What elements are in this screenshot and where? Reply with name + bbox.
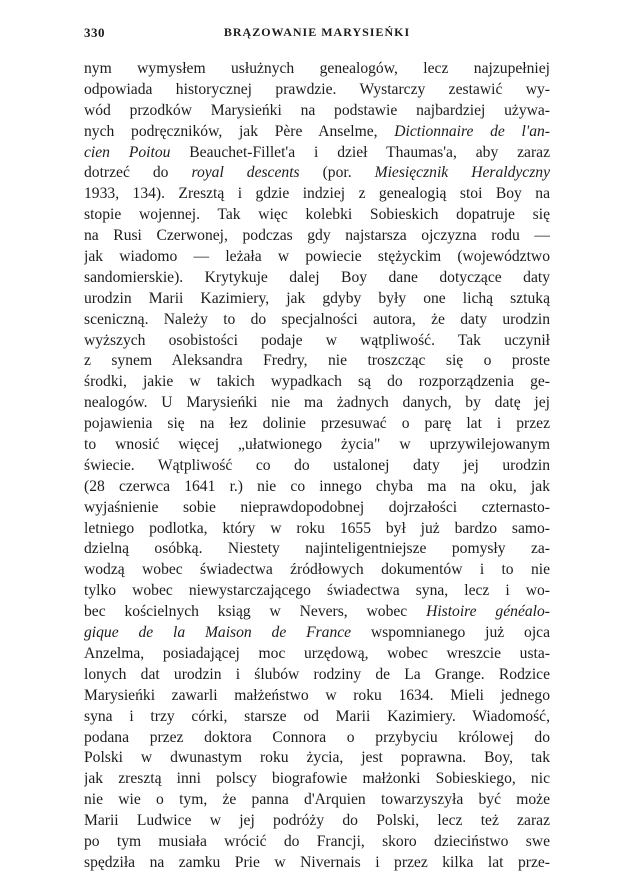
text-segment: wspomnianego już ojca	[351, 624, 550, 642]
text-segment: bec kościelnych ksiąg w Nevers, wobec	[84, 603, 427, 621]
text-line	[84, 59, 550, 80]
text-line	[84, 539, 550, 560]
text-line	[84, 790, 550, 811]
italic-text: cien Poitou	[84, 143, 171, 161]
text-segment: na Rusi Czerwonej, podczas gdy najstarsza ojczyzna rodu —	[84, 227, 550, 245]
text-line	[84, 101, 550, 122]
text-line	[84, 769, 550, 790]
body-text	[84, 59, 550, 874]
text-line	[84, 122, 550, 143]
text-segment: to wnosić więcej „ułatwionego życia" w uprzywilejowanym	[84, 436, 550, 454]
text-line	[84, 853, 550, 874]
text-line	[84, 351, 550, 372]
text-segment: nie wie o tym, że panna d'Arquien towarzyszyła być może	[84, 791, 550, 809]
text-segment: urodzin Marii Kazimiery, jak gdyby były one lichą sztuką	[84, 289, 550, 307]
text-segment: dzielną osóbką. Niestety najinteligentniejsze pomysły za-	[84, 540, 550, 558]
text-line	[84, 331, 550, 352]
text-segment: środki, jakie w takich wypadkach są do rozporządzenia ge-	[84, 373, 550, 391]
italic-text: royal descents	[191, 164, 300, 182]
text-segment: nealogów. U Marysieńki nie ma żadnych danych, by datę jej	[84, 394, 550, 412]
italic-text: Miesięcznik Heraldyczny	[374, 164, 550, 182]
italic-text: gique de la Maison de France	[84, 624, 352, 642]
text-line	[84, 811, 550, 832]
text-segment: nym wymysłem usłużnych genealogów, lecz najzupełniej	[84, 60, 550, 77]
text-line	[84, 686, 550, 707]
text-line	[84, 602, 550, 623]
text-line	[84, 247, 550, 268]
text-segment: wyższych osobistości podaje w wątpliwość. Tak uczynił	[84, 331, 550, 349]
text-segment: (28 czerwca 1641 r.) nie co innego chyba ma na oku, jak	[84, 477, 550, 495]
text-segment: spędziła na zamku Prie w Nivernais i przez kilka lat prze-	[84, 853, 550, 871]
text-segment: z synem Aleksandra Fredry, nie troszcząc się o proste	[84, 352, 550, 370]
text-segment: odpowiada historycznej prawdzie. Wystarczy zestawić wy-	[84, 80, 550, 98]
text-segment: syna i trzy córki, starsze od Marii Kazimiery. Wiadomość,	[84, 707, 550, 725]
running-head: BRĄZOWANIE MARYSIEŃKI	[223, 25, 411, 39]
page-number: 330	[84, 25, 105, 40]
text-segment: Anzelma, posiadającej moc urzędową, wobec wreszcie usta-	[84, 644, 550, 662]
text-line	[84, 498, 550, 519]
text-segment: sceniczną. Należy to do specjalności autora, że daty urodzin	[84, 310, 550, 328]
text-line	[84, 393, 550, 414]
text-segment: Beauchet-Fillet'a i dzieł Thaumas'a, aby zaraz	[170, 143, 550, 161]
text-segment: świecie. Wątpliwość co do ustalonej daty jej urodzin	[84, 456, 550, 474]
text-segment: pojawienia się na łez dolinie przesuwać o parę lat i przez	[84, 415, 550, 433]
text-segment: Polski w dwunastym roku życia, jest poprawna. Boy, tak	[84, 749, 550, 767]
text-segment: po tym musiała wrócić do Francji, skoro dzieciństwo swe	[84, 832, 550, 850]
text-line	[84, 560, 550, 581]
text-line	[84, 477, 550, 498]
text-line	[84, 519, 550, 540]
italic-text: Histoire généalo-	[426, 603, 550, 621]
text-line	[84, 80, 550, 101]
text-line	[84, 665, 550, 686]
text-line	[84, 435, 550, 456]
text-line	[84, 707, 550, 728]
text-line	[84, 456, 550, 477]
text-line	[84, 623, 550, 644]
text-segment: jak wiadomo — leżała w powiecie stężyckim (województwo	[84, 248, 550, 266]
text-segment: Marysieńki zawarli małżeństwo w roku 1634. Mieli jednego	[84, 686, 550, 704]
text-line	[84, 310, 550, 331]
text-line	[84, 748, 550, 769]
text-line	[84, 268, 550, 289]
text-segment: tylko wobec niewystarczającego świadectwa syna, lecz i wo-	[84, 582, 550, 600]
italic-text: Dictionnaire de l'an-	[394, 122, 550, 140]
text-segment: podana przez doktora Connora o przybyciu królowej do	[84, 728, 550, 746]
text-line	[84, 143, 550, 164]
text-segment: lonych dat urodzin i ślubów rodziny de La Grange. Rodzice	[84, 665, 550, 683]
text-line	[84, 581, 550, 602]
text-segment: nych podręczników, jak Père Anselme,	[84, 122, 395, 140]
text-segment: jak zresztą inni polscy biografowie małżonki Sobieskiego, nic	[84, 770, 550, 788]
text-segment: wyjaśnienie sobie nieprawdopodobnej dojrzałości czternasto-	[84, 498, 550, 516]
text-line	[84, 372, 550, 393]
text-segment: sandomierskie). Krytykuje dalej Boy dane dotyczące daty	[84, 268, 550, 286]
text-segment: wodzą wobec świadectwa źródłowych dokumentów i to nie	[84, 561, 550, 579]
text-line	[84, 184, 550, 205]
text-segment: 1933, 134). Zresztą i gdzie indziej z genealogią stoi Boy na	[84, 185, 550, 203]
text-segment: stopie wojennej. Tak więc kolebki Sobieskich dopatruje się	[84, 206, 550, 224]
page-header	[84, 25, 550, 45]
text-segment: wód przodków Marysieńki na podstawie najbardziej używa-	[84, 101, 550, 119]
text-segment: letniego podlotka, który w roku 1655 był już bardzo samo-	[84, 519, 550, 537]
text-line	[84, 163, 550, 184]
text-line	[84, 226, 550, 247]
text-line	[84, 832, 550, 853]
text-line	[84, 644, 550, 665]
text-line	[84, 289, 550, 310]
text-line	[84, 728, 550, 749]
text-segment: (por.	[299, 164, 375, 182]
text-line	[84, 414, 550, 435]
text-line	[84, 205, 550, 226]
text-segment: Marii Ludwice w jej podróży do Polski, lecz też zaraz	[84, 812, 550, 830]
text-segment: dotrzeć do	[84, 164, 192, 182]
